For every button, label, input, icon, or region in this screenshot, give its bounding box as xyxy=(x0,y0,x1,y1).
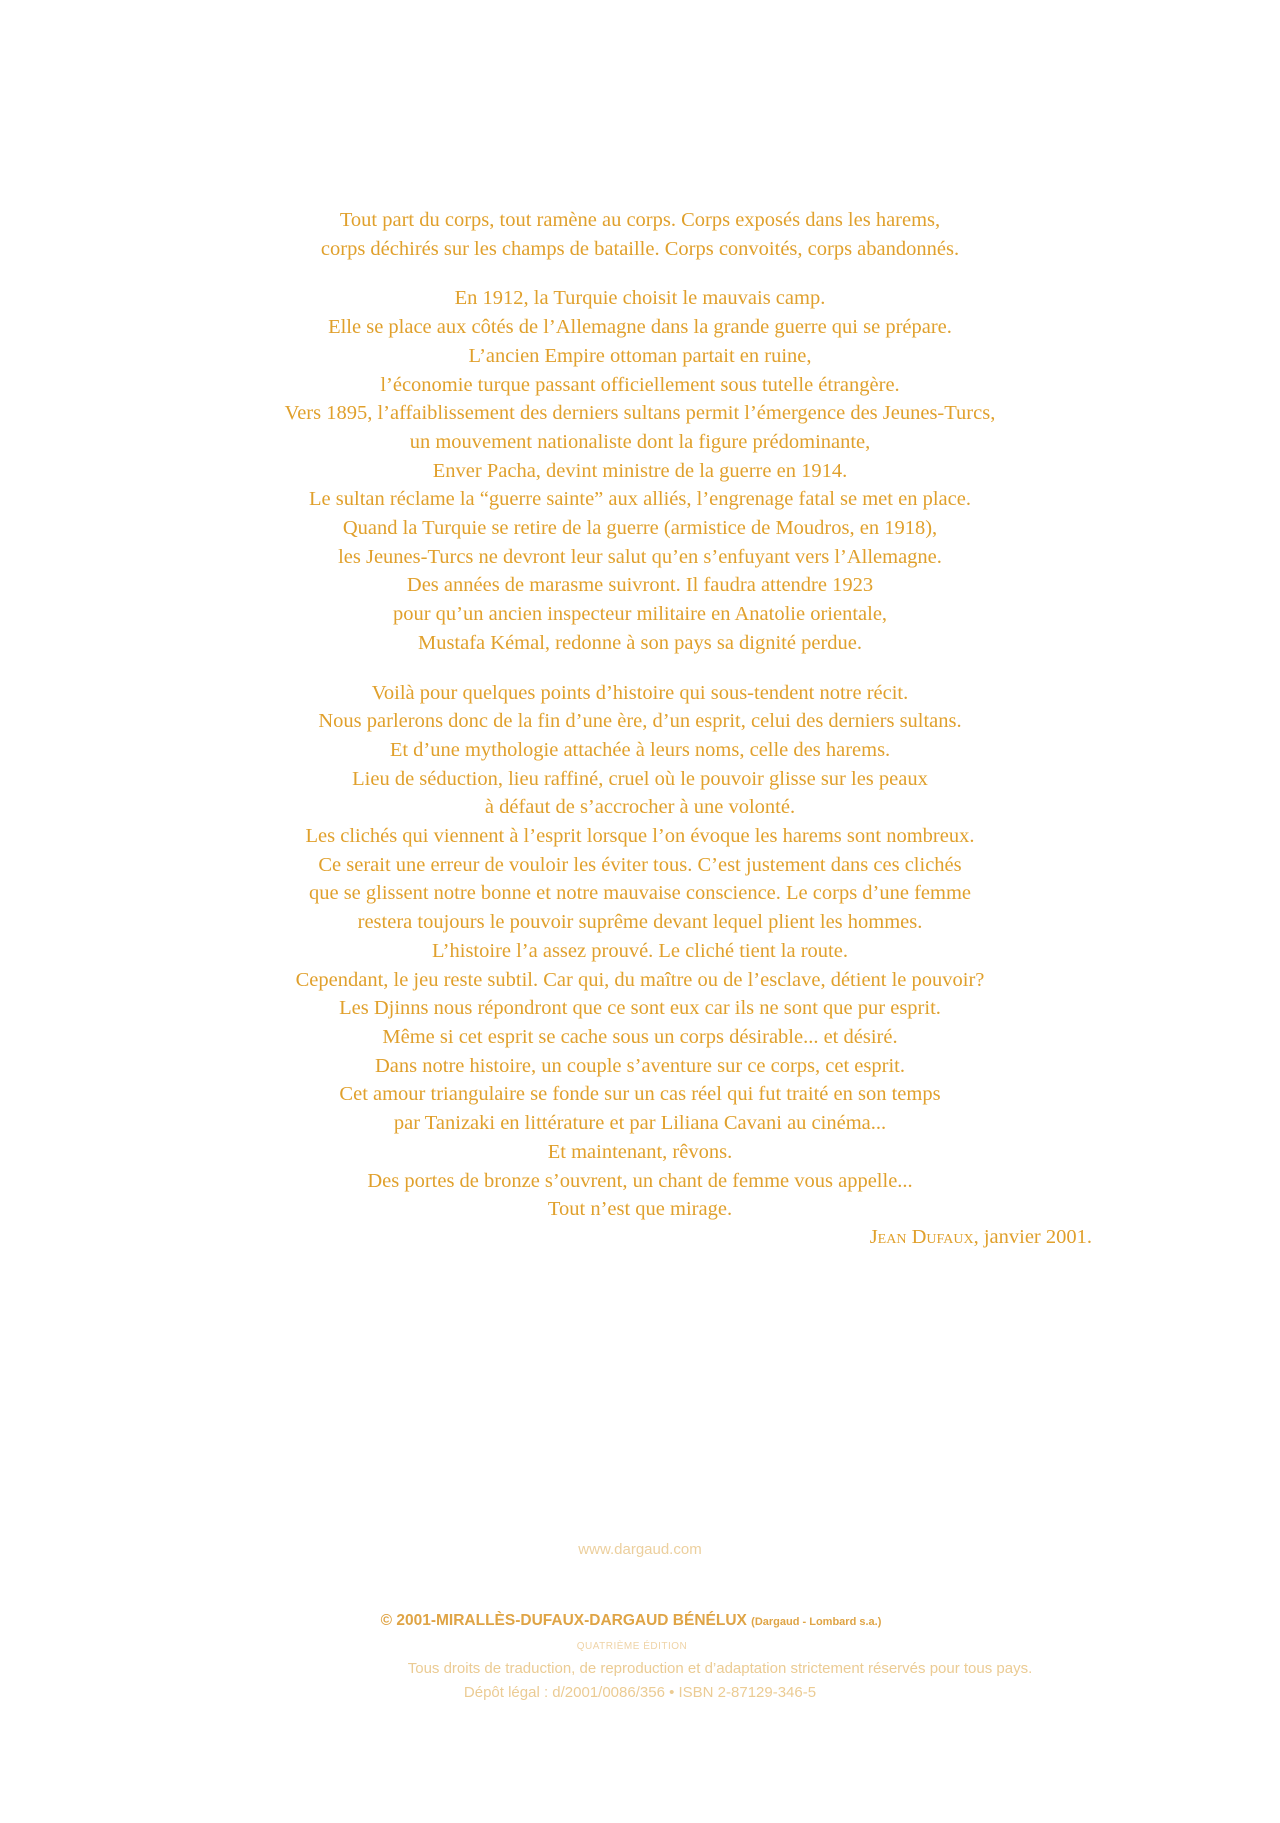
preface-line: Des portes de bronze s’ouvrent, un chant de femme vous appelle... xyxy=(367,1169,913,1192)
preface-line: Lieu de séduction, lieu raffiné, cruel où le pouvoir glisse sur les peaux xyxy=(352,767,928,790)
edition-label: QUATRIÈME ÉDITION xyxy=(576,1641,688,1652)
preface-text xyxy=(140,206,1140,1245)
rights-notice: Tous droits de traduction, de reproduction et d’adaptation strictement réservés pour tous pays. xyxy=(407,1660,1033,1677)
preface-line: Cet amour triangulaire se fonde sur un cas réel qui fut traité en son temps xyxy=(339,1083,941,1106)
copyright-text: © 2001-MIRALLÈS-DUFAUX-DARGAUD BÉNÉLUX xyxy=(380,1612,747,1629)
preface-line: L’ancien Empire ottoman partait en ruine, xyxy=(468,344,812,367)
preface-line: Mustafa Kémal, redonne à son pays sa dignité perdue. xyxy=(417,631,863,654)
copyright-publisher: (Dargaud - Lombard s.a.) xyxy=(751,1616,882,1628)
preface-line: En 1912, la Turquie choisit le mauvais camp. xyxy=(454,287,826,310)
legal-deposit: Dépôt légal : d/2001/0086/356 • ISBN 2-87129-346-5 xyxy=(463,1684,817,1701)
preface-line: Des années de marasme suivront. Il faudra attendre 1923 xyxy=(406,574,874,597)
preface-paragraph-2 xyxy=(140,284,1140,657)
preface-line: pour qu’un ancien inspecteur militaire en Anatolie orientale, xyxy=(392,603,888,626)
preface-line: Vers 1895, l’affaiblissement des derniers sultans permit l’émergence des Jeunes-Turcs, xyxy=(284,402,996,425)
preface-line: Cependant, le jeu reste subtil. Car qui, du maître ou de l’esclave, détient le pouvoir? xyxy=(295,968,985,991)
preface-paragraph-3 xyxy=(140,679,1140,1224)
preface-line: Dans notre histoire, un couple s’aventure sur ce corps, cet esprit. xyxy=(375,1054,905,1077)
preface-line: Les clichés qui viennent à l’esprit lorsque l’on évoque les harems sont nombreux. xyxy=(305,825,975,848)
preface-line: Voilà pour quelques points d’histoire qui sous-tendent notre récit. xyxy=(371,681,909,704)
preface-line: les Jeunes-Turcs ne devront leur salut qu’en s’enfuyant vers l’Allemagne. xyxy=(338,545,942,568)
preface-line: Et d’une mythologie attachée à leurs noms, celle des harems. xyxy=(389,738,891,761)
preface-line: Tout part du corps, tout ramène au corps. Corps exposés dans les harems, xyxy=(339,209,941,231)
publisher-website: www.dargaud.com xyxy=(578,1541,702,1558)
preface-line: L’histoire l’a assez prouvé. Le cliché tient la route. xyxy=(432,939,848,962)
preface-line: Quand la Turquie se retire de la guerre (armistice de Moudros, en 1918), xyxy=(342,517,938,540)
author-signature xyxy=(870,1226,1092,1249)
preface-line: Ce serait une erreur de vouloir les éviter tous. C’est justement dans ces clichés xyxy=(318,853,962,876)
preface-line: Elle se place aux côtés de l’Allemagne dans la grande guerre qui se prépare. xyxy=(328,316,952,339)
preface-line: que se glissent notre bonne et notre mauvaise conscience. Le corps d’une femme xyxy=(308,882,972,905)
preface-line: un mouvement nationaliste dont la figure prédominante, xyxy=(409,430,871,453)
preface-line: corps déchirés sur les champs de bataille. Corps convoités, corps abandonnés. xyxy=(320,237,960,260)
copyright-notice xyxy=(131,1612,1131,1630)
author-name: Jean Dufaux xyxy=(869,1226,974,1248)
preface-line: Le sultan réclame la “guerre sainte” aux alliés, l’engrenage fatal se met en place. xyxy=(309,488,971,511)
preface-line: Enver Pacha, devint ministre de la guerre en 1914. xyxy=(432,459,848,482)
preface-line: restera toujours le pouvoir suprême devant lequel plient les hommes. xyxy=(357,911,923,934)
preface-line: Tout n’est que mirage. xyxy=(547,1198,733,1221)
preface-line: Même si cet esprit se cache sous un corps désirable... et désiré. xyxy=(382,1025,898,1048)
preface-line: Et maintenant, rêvons. xyxy=(547,1140,733,1163)
preface-line: Nous parlerons donc de la fin d’une ère, d’un esprit, celui des derniers sultans. xyxy=(318,710,962,733)
signature-date: , janvier 2001. xyxy=(973,1226,1092,1248)
preface-line: Les Djinns nous répondront que ce sont eux car ils ne sont que pur esprit. xyxy=(339,997,941,1020)
preface-paragraph-1 xyxy=(140,206,1140,263)
preface-line: l’économie turque passant officiellement sous tutelle étrangère. xyxy=(380,373,900,396)
preface-line: à défaut de s’accrocher à une volonté. xyxy=(484,796,796,819)
preface-line: par Tanizaki en littérature et par Liliana Cavani au cinéma... xyxy=(393,1112,887,1135)
